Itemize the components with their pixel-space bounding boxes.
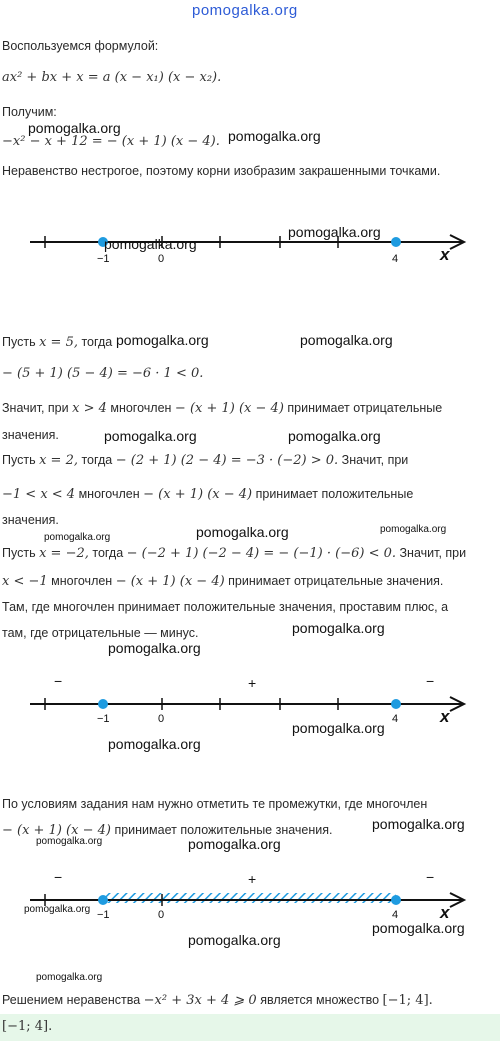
text: тогда xyxy=(81,335,113,349)
sign-minus-left: − xyxy=(54,869,63,885)
watermark: pomogalka.org xyxy=(188,932,281,948)
text: принимает отрицательные xyxy=(287,401,443,415)
between-line xyxy=(2,486,413,503)
let-xm2-line xyxy=(2,545,466,562)
math-inline: − (x + 1) (x − 4) xyxy=(143,487,253,502)
watermark: pomogalka.org xyxy=(372,920,465,936)
watermark: pomogalka.org xyxy=(104,428,197,444)
math-inline: x < −1 xyxy=(2,574,48,589)
watermark: pomogalka.org xyxy=(24,904,91,915)
text: является множество xyxy=(260,993,380,1007)
text: Пусть xyxy=(2,453,36,467)
tick-label-minus-1: −1 xyxy=(97,253,110,265)
let-x2-line xyxy=(2,452,408,469)
text: Значит, при xyxy=(399,546,467,560)
tick-label-zero: 0 xyxy=(158,909,165,921)
sign-minus-left: − xyxy=(54,673,63,689)
math-inline: x = 2, xyxy=(39,453,78,468)
sign-plus: + xyxy=(248,871,257,887)
watermark: pomogalka.org xyxy=(28,120,121,136)
number-line-3 xyxy=(0,866,500,926)
watermark: pomogalka.org xyxy=(44,532,111,543)
text: тогда xyxy=(92,546,124,560)
math-inline: x > 4 xyxy=(72,401,107,416)
tick-label-4: 4 xyxy=(392,713,399,725)
non-strict-note: Неравенство нестрогое, поэтому корни изобразим закрашенными точками. xyxy=(2,164,441,178)
math-inline: [−1; 4]. xyxy=(382,993,433,1008)
answer-box xyxy=(0,1014,500,1041)
root-point-minus-1 xyxy=(98,895,108,905)
tick-label-minus-1: −1 xyxy=(97,909,110,921)
tick-label-minus-1: −1 xyxy=(97,713,110,725)
text: Пусть xyxy=(2,546,36,560)
tick-label-zero: 0 xyxy=(158,253,165,265)
between-line-2: значения. xyxy=(2,513,59,527)
text: многочлен xyxy=(51,574,113,588)
watermark: pomogalka.org xyxy=(380,524,447,535)
math-inline: − (x + 1) (x − 4) xyxy=(174,401,284,416)
eval-x5: − (5 + 1) (5 − 4) = −6 · 1 < 0. xyxy=(2,366,204,381)
so-gt4-line xyxy=(2,400,442,417)
text: Значит, при xyxy=(2,401,69,415)
math-inline: − (x + 1) (x − 4) xyxy=(115,574,225,589)
watermark: pomogalka.org xyxy=(108,640,201,656)
answer: [−1; 4]. xyxy=(2,1019,53,1034)
math-inline: − (−2 + 1) (−2 − 4) = − (−1) · (−6) < 0. xyxy=(126,546,397,561)
text: Пусть xyxy=(2,335,36,349)
math-inline: −1 < x < 4 xyxy=(2,487,76,502)
text: Решением неравенства xyxy=(2,993,141,1007)
text: принимает положительные xyxy=(255,487,414,501)
watermark: pomogalka.org xyxy=(292,620,385,636)
watermark: pomogalka.org xyxy=(36,972,103,983)
so-gt4-line-2: значения. xyxy=(2,428,59,442)
watermark: pomogalka.org xyxy=(372,816,465,832)
cond-line-1: По условиям задания нам нужно отметить те промежутки, где многочлен xyxy=(2,797,428,811)
math-inline: − (x + 1) (x − 4) xyxy=(2,823,111,838)
watermark: pomogalka.org xyxy=(292,720,385,736)
root-point-4 xyxy=(391,895,401,905)
let-x5-line xyxy=(2,334,112,351)
text: Значит, при xyxy=(341,453,409,467)
watermark: pomogalka.org xyxy=(108,736,201,752)
tick-label-zero: 0 xyxy=(158,713,165,725)
math-inline: x = 5, xyxy=(39,335,78,350)
text: многочлен xyxy=(110,401,172,415)
text: принимает отрицательные значения. xyxy=(228,574,444,588)
formula-intro: Воспользуемся формулой: xyxy=(2,39,159,53)
watermark: pomogalka.org xyxy=(196,524,289,540)
root-point-minus-1 xyxy=(98,699,108,709)
tick-label-4: 4 xyxy=(392,909,399,921)
watermark: pomogalka.org xyxy=(36,836,103,847)
watermark: pomogalka.org xyxy=(116,332,209,348)
watermark: pomogalka.org xyxy=(288,224,381,240)
watermark: pomogalka.org xyxy=(188,836,281,852)
math-inline: x = −2, xyxy=(39,546,89,561)
number-line-2 xyxy=(0,672,500,728)
watermark: pomogalka.org xyxy=(288,428,381,444)
tick-label-4: 4 xyxy=(392,253,399,265)
signs-line-2: там, где отрицательные — минус. xyxy=(2,626,199,640)
sign-plus: + xyxy=(248,675,257,691)
signs-line-1: Там, где многочлен принимает положительные значения, проставим плюс, а xyxy=(2,600,449,614)
sign-minus-right: − xyxy=(426,869,435,885)
text: тогда xyxy=(81,453,113,467)
axis-label-x: x xyxy=(440,903,450,922)
math-inline: −x² + 3x + 4 ⩾ 0 xyxy=(143,993,257,1008)
solution-interval-hatch xyxy=(103,893,396,903)
number-line-1 xyxy=(0,224,500,274)
watermark-top: pomogalka.org xyxy=(192,2,298,19)
watermark: pomogalka.org xyxy=(104,236,197,252)
factored-formula: −x² − x + 12 = − (x + 1) (x − 4). xyxy=(2,134,220,149)
solution-line xyxy=(2,992,433,1009)
watermark: pomogalka.org xyxy=(228,128,321,144)
root-point-4 xyxy=(391,699,401,709)
formula: ax² + bx + x = a (x − x₁) (x − x₂). xyxy=(2,70,222,85)
text: многочлен xyxy=(78,487,140,501)
axis-label-x: x xyxy=(440,245,450,264)
math-inline: − (2 + 1) (2 − 4) = −3 · (−2) > 0. xyxy=(115,453,339,468)
root-point-4 xyxy=(391,237,401,247)
text: принимает положительные значения. xyxy=(114,823,333,837)
get-label: Получим: xyxy=(2,105,57,119)
axis-label-x: x xyxy=(440,707,450,726)
lt-m1-line xyxy=(2,573,443,590)
sign-minus-right: − xyxy=(426,673,435,689)
watermark: pomogalka.org xyxy=(300,332,393,348)
